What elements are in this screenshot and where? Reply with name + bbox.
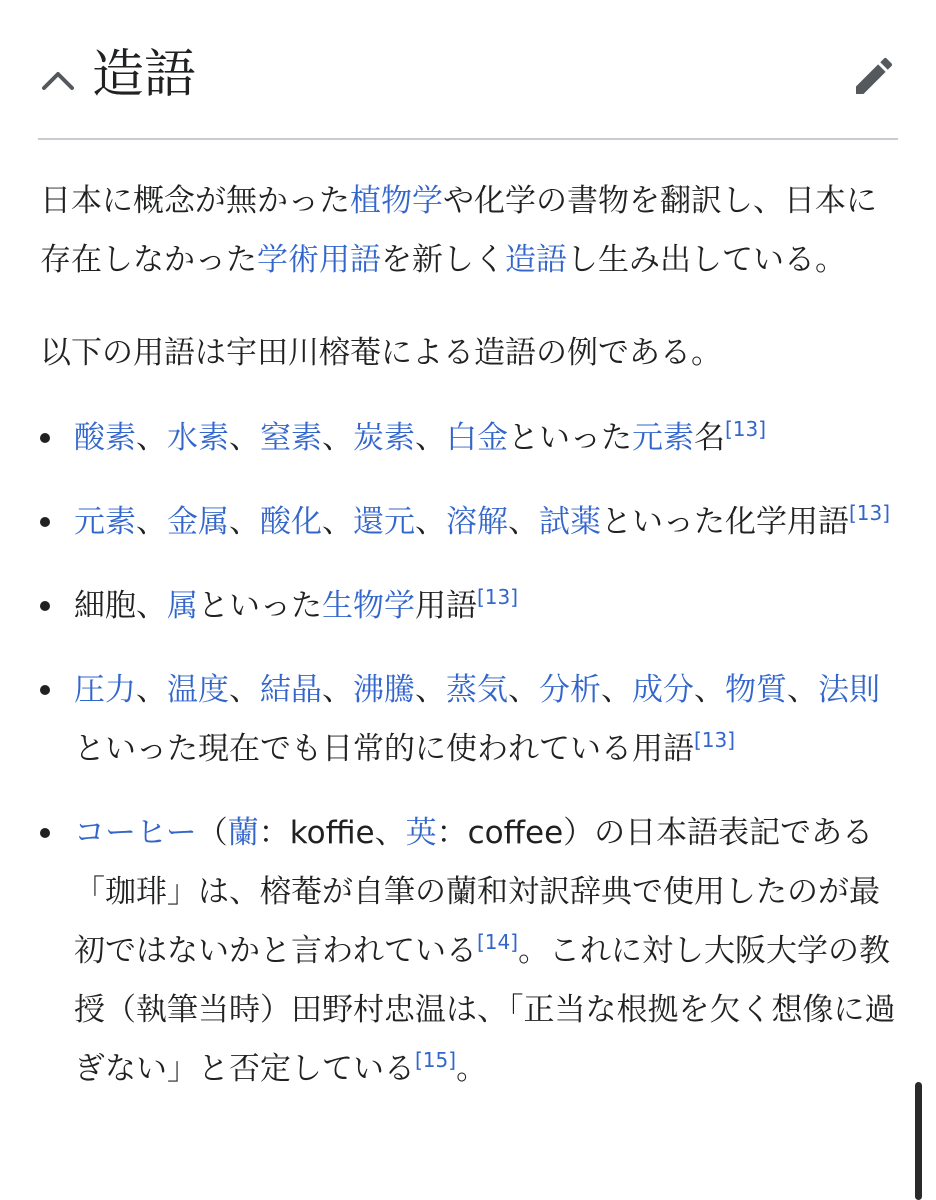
text-run: 、 — [508, 672, 539, 708]
text-run: 、 — [415, 504, 446, 540]
wiki-link[interactable]: コーヒー — [74, 815, 197, 851]
paragraph — [40, 324, 900, 383]
wiki-link[interactable]: 成分 — [632, 672, 694, 708]
wiki-link[interactable]: 金属 — [167, 504, 229, 540]
text-run: 、 — [322, 420, 353, 456]
wiki-link[interactable]: 炭素 — [353, 420, 415, 456]
text-run: ：coffee）の日本語表記である「珈琲」は、榕菴が自筆の蘭和対訳辞典で使用したのが最初ではないかと言われている — [74, 815, 880, 969]
wiki-link[interactable]: 水素 — [167, 420, 229, 456]
text-run: し生み出している。 — [567, 242, 846, 278]
text-run: 細胞、 — [74, 588, 167, 624]
text-run: 用語 — [415, 588, 477, 624]
text-run: や化学の書物を翻訳し、日本に存在しなかった — [40, 183, 877, 278]
wiki-link[interactable]: 温度 — [167, 672, 229, 708]
text-run: 、 — [322, 672, 353, 708]
citation-link[interactable]: [13] — [694, 728, 736, 752]
wiki-link[interactable]: 試薬 — [539, 504, 601, 540]
wiki-link[interactable]: 溶解 — [446, 504, 508, 540]
text-run: 、 — [229, 504, 260, 540]
text-run: を新しく — [381, 242, 505, 278]
text-run: 、 — [601, 672, 632, 708]
text-run: といった化学用語 — [601, 504, 849, 540]
text-run: といった — [198, 588, 322, 624]
wiki-link[interactable]: 元素 — [632, 420, 694, 456]
wiki-link[interactable]: 白金 — [446, 420, 508, 456]
section-content — [40, 172, 900, 1124]
list-item — [40, 804, 900, 1099]
wiki-link[interactable]: 窒素 — [260, 420, 322, 456]
text-run: 、 — [136, 504, 167, 540]
pencil-icon[interactable] — [850, 52, 898, 100]
text-run: といった — [508, 420, 632, 456]
chevron-up-icon[interactable] — [40, 62, 76, 98]
citation-link[interactable]: [13] — [849, 501, 891, 525]
text-run: 、 — [136, 420, 167, 456]
text-run: 、 — [787, 672, 818, 708]
text-run: 、 — [229, 672, 260, 708]
wiki-link[interactable]: 法則 — [818, 672, 880, 708]
wiki-link[interactable]: 酸化 — [260, 504, 322, 540]
citation-link[interactable]: [14] — [477, 930, 519, 954]
text-run: 名 — [694, 420, 725, 456]
wiki-link[interactable]: 蒸気 — [446, 672, 508, 708]
text-run: 、 — [136, 672, 167, 708]
text-run: 、 — [415, 420, 446, 456]
list-item — [40, 661, 900, 779]
wiki-link[interactable]: 圧力 — [74, 672, 136, 708]
text-run: 日本に概念が無かった — [40, 183, 350, 219]
wiki-link[interactable]: 元素 — [74, 504, 136, 540]
wiki-link[interactable]: 学術用語 — [257, 242, 381, 278]
text-run: 、 — [322, 504, 353, 540]
list-item — [40, 577, 900, 636]
scrollbar[interactable] — [915, 1082, 922, 1200]
wiki-link[interactable]: 属 — [167, 588, 198, 624]
term-list — [40, 409, 900, 1099]
citation-link[interactable]: [13] — [725, 417, 767, 441]
text-run: 。これに対し大阪大学の教授（執筆当時）田野村忠温は、「正当な根拠を欠く想像に過ぎない」と否定している — [74, 933, 896, 1087]
wiki-link[interactable]: 還元 — [353, 504, 415, 540]
text-run: 、 — [415, 672, 446, 708]
wiki-link[interactable]: 蘭 — [227, 815, 259, 851]
text-run: 、 — [229, 420, 260, 456]
wiki-link[interactable]: 生物学 — [322, 588, 415, 624]
text-run: といった現在でも日常的に使われている用語 — [74, 731, 694, 767]
paragraph — [40, 172, 900, 290]
section-header — [38, 40, 898, 140]
wiki-link[interactable]: 結晶 — [260, 672, 322, 708]
wiki-link[interactable]: 植物学 — [350, 183, 443, 219]
text-run: 、 — [508, 504, 539, 540]
citation-link[interactable]: [13] — [477, 585, 519, 609]
wiki-link[interactable]: 酸素 — [74, 420, 136, 456]
text-run: ：koffie、 — [258, 815, 406, 851]
wiki-link[interactable]: 物質 — [725, 672, 787, 708]
text-run: 、 — [694, 672, 725, 708]
wiki-link[interactable]: 英 — [405, 815, 437, 851]
text-run: 。 — [456, 1051, 488, 1087]
wiki-link[interactable]: 分析 — [539, 672, 601, 708]
section-title: 造語 — [92, 45, 197, 105]
wiki-link[interactable]: 造語 — [505, 242, 567, 278]
list-item — [40, 409, 900, 468]
wiki-link[interactable]: 沸騰 — [353, 672, 415, 708]
text-run: 以下の用語は宇田川榕菴による造語の例である。 — [40, 335, 722, 371]
citation-link[interactable]: [15] — [415, 1048, 457, 1072]
text-run: （ — [196, 815, 228, 851]
list-item — [40, 493, 900, 552]
